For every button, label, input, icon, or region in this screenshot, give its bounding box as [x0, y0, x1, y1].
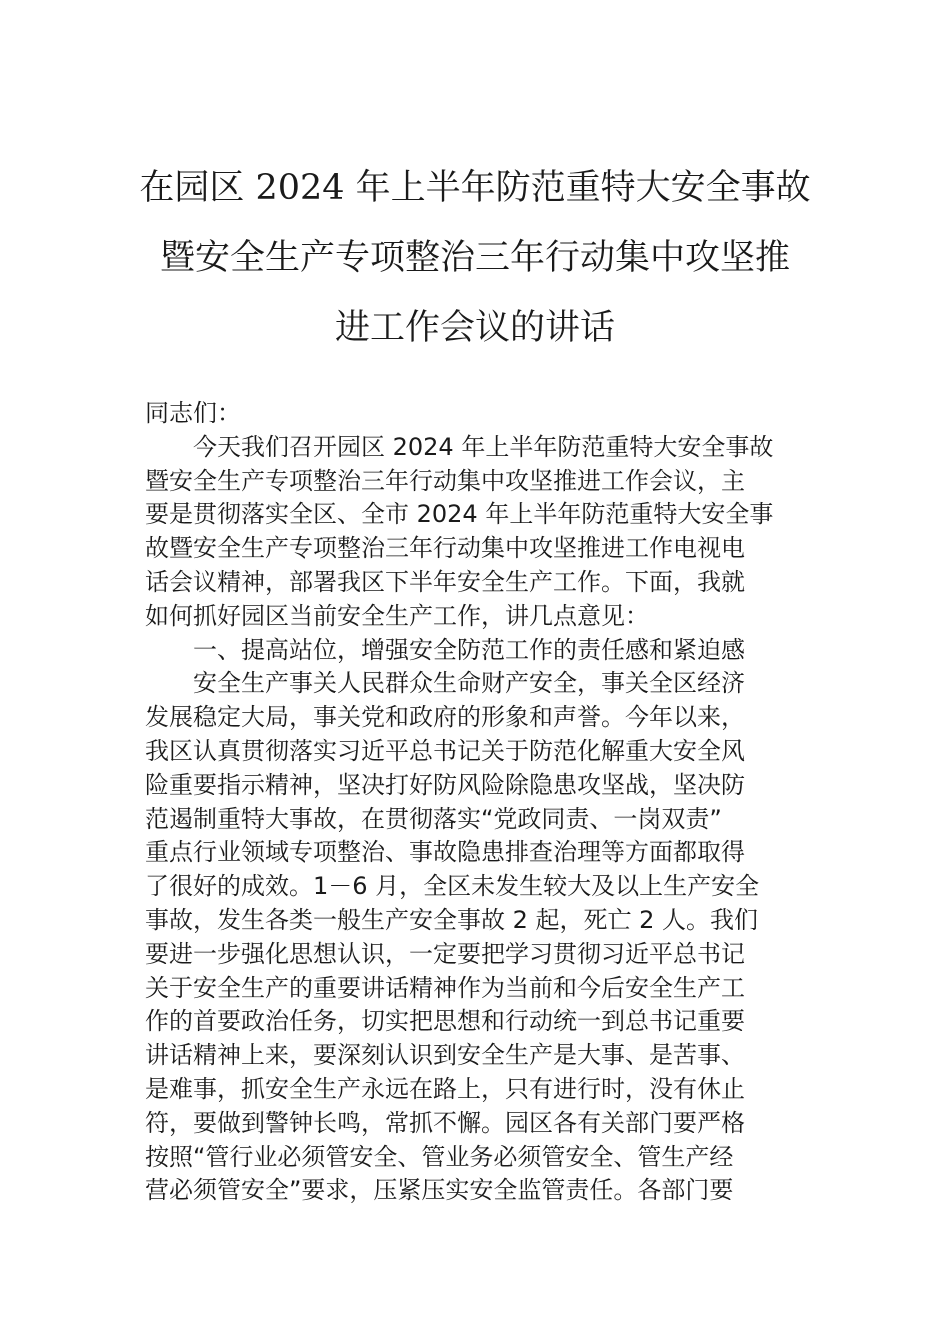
title-line: 进工作会议的讲话	[334, 308, 615, 348]
title-line: 暨安全生产专项整治三年行动集中攻坚推	[159, 238, 790, 278]
paragraph-line: 安全生产事关人民群众生命财产安全，事关全区经济	[193, 669, 745, 698]
document-title	[120, 153, 830, 363]
paragraph-line: 是难事，抓安全生产永远在路上，只有进行时，没有休止	[145, 1074, 745, 1103]
paragraph-line: 故暨安全生产专项整治三年行动集中攻坚推进工作电视电	[145, 534, 745, 563]
paragraph-line: 暨安全生产专项整治三年行动集中攻坚推进工作会议，主	[145, 466, 745, 495]
section-heading: 一、提高站位，增强安全防范工作的责任感和紧迫感	[193, 635, 745, 664]
paragraph-line: 我区认真贯彻落实习近平总书记关于防范化解重大安全风	[145, 736, 745, 765]
title-line: 在园区 2024 年上半年防范重特大安全事故	[139, 168, 811, 208]
paragraph-line: 发展稳定大局，事关党和政府的形象和声誉。今年以来，	[145, 703, 745, 732]
paragraph-line: 范遏制重特大事故，在贯彻落实“党政同责、一岗双责”	[145, 804, 722, 833]
salutation: 同志们：	[145, 399, 241, 427]
paragraph-line: 讲话精神上来，要深刻认识到安全生产是大事、是苦事、	[145, 1041, 745, 1070]
paragraph-line: 今天我们召开园区 2024 年上半年防范重特大安全事故	[193, 432, 774, 461]
paragraph-line: 关于安全生产的重要讲话精神作为当前和今后安全生产工	[145, 973, 745, 1002]
document-body	[145, 397, 810, 1208]
paragraph-line: 事故，发生各类一般生产安全事故 2 起，死亡 2 人。我们	[145, 905, 759, 934]
paragraph-line: 要进一步强化思想认识，一定要把学习贯彻习近平总书记	[145, 939, 745, 968]
paragraph-line: 话会议精神，部署我区下半年安全生产工作。下面，我就	[145, 567, 745, 596]
paragraph-line: 险重要指示精神，坚决打好防风险除隐患攻坚战，坚决防	[145, 770, 745, 799]
paragraph-line: 符，要做到警钟长鸣，常抓不懈。园区各有关部门要严格	[145, 1108, 745, 1137]
paragraph-line: 了很好的成效。1－6 月，全区未发生较大及以上生产安全	[145, 872, 760, 901]
paragraph-line: 营必须管安全”要求，压紧压实安全监管责任。各部门要	[145, 1176, 734, 1205]
paragraph-line: 作的首要政治任务，切实把思想和行动统一到总书记重要	[145, 1007, 745, 1036]
paragraph-line: 如何抓好园区当前安全生产工作，讲几点意见：	[145, 601, 649, 630]
paragraph-line: 要是贯彻落实全区、全市 2024 年上半年防范重特大安全事	[145, 500, 774, 529]
paragraph-line: 按照“管行业必须管安全、管业务必须管安全、管生产经	[145, 1142, 734, 1171]
paragraph-line: 重点行业领域专项整治、事故隐患排查治理等方面都取得	[145, 838, 745, 867]
